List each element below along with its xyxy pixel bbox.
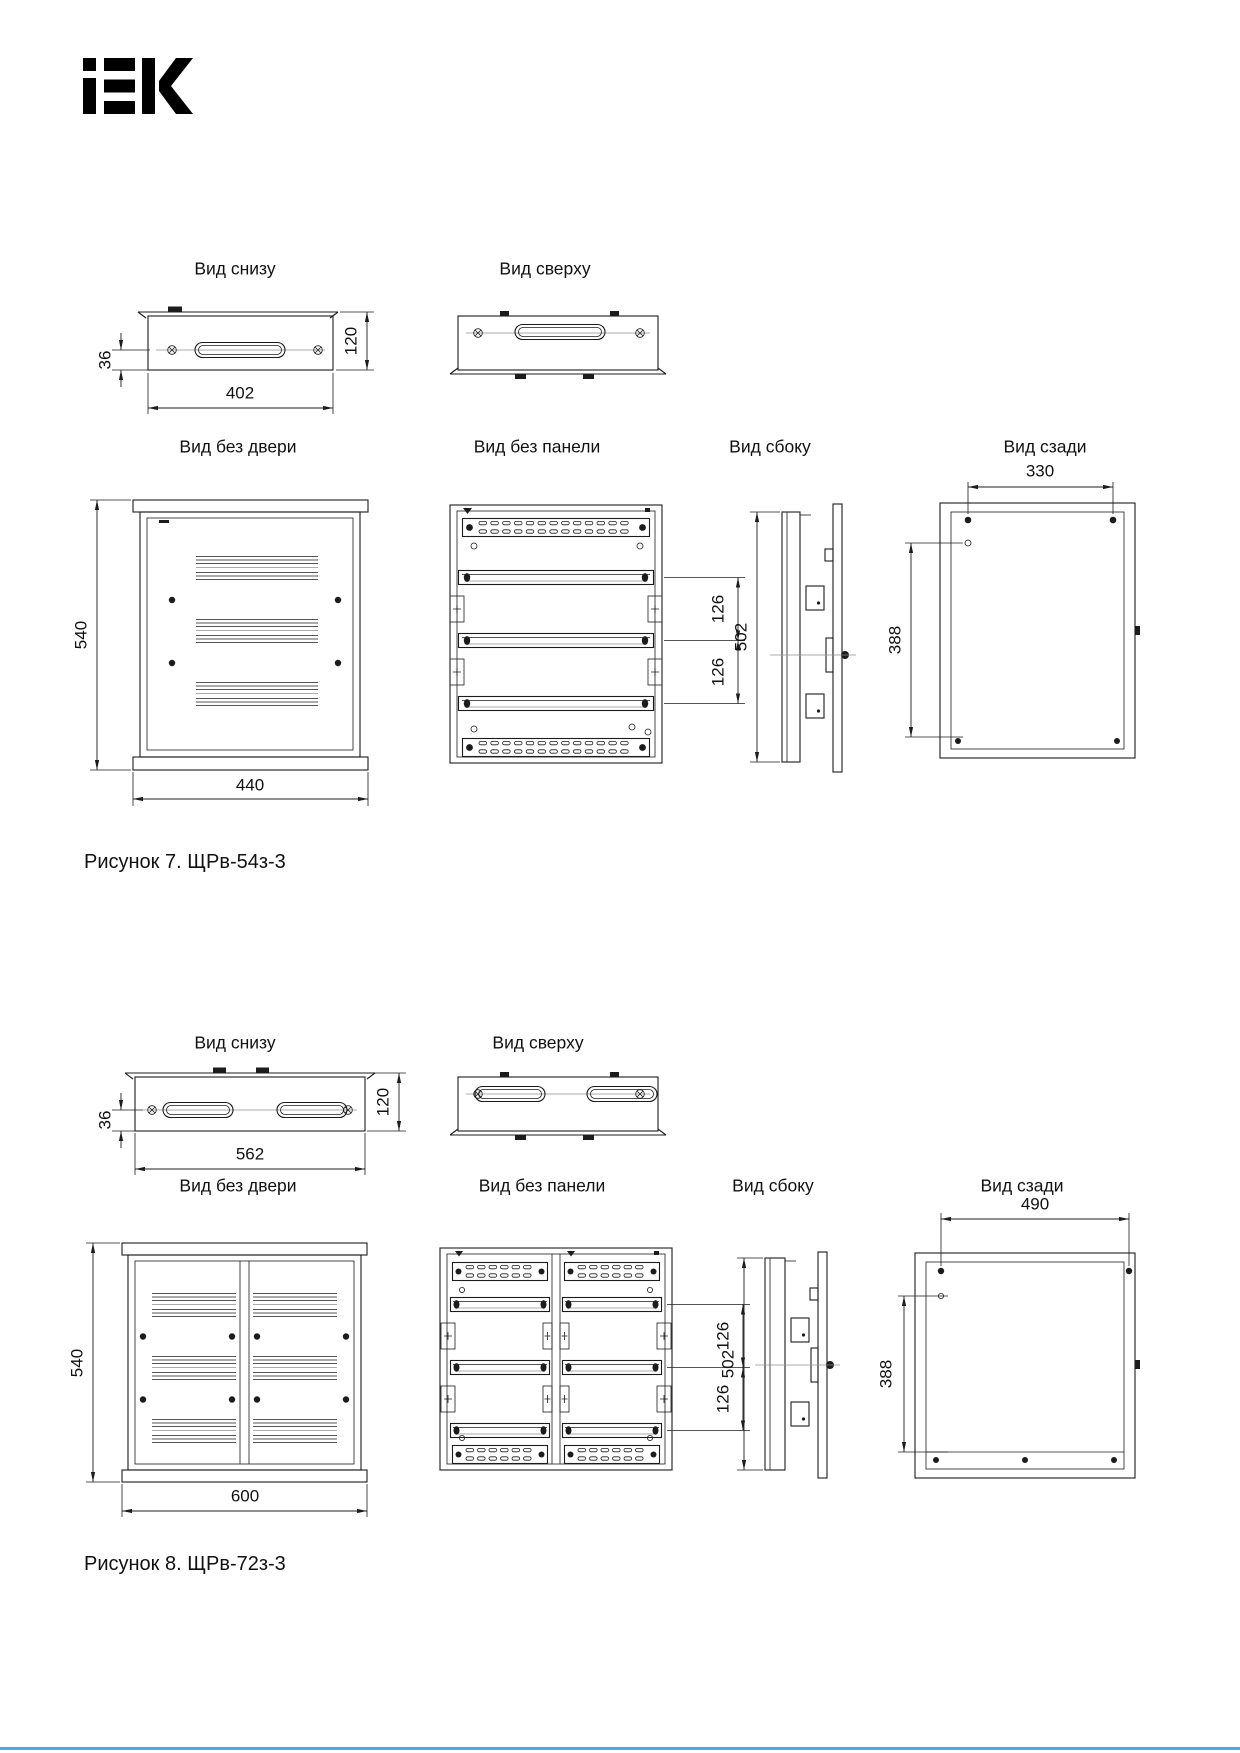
fig8-rear-view [898,1213,1140,1478]
din-rail [459,634,654,648]
perforated-strip [463,519,650,537]
rail-bracket [450,659,464,685]
din-rail [451,1424,550,1438]
rail-bracket [560,1386,569,1412]
rail-bracket [543,1386,552,1412]
screw-icon [636,329,645,338]
din-rail [459,697,654,711]
rail-bracket [648,596,662,622]
rail-bracket [648,659,662,685]
fig8-dim-490 [941,1213,1129,1266]
fig7-dim-126a-label: 126 [708,594,728,624]
fig7-top-view [450,311,666,379]
hinge [806,694,824,718]
fig8-bottom-view-title: Вид снизу [194,1032,276,1053]
logo-i-dot [83,58,96,71]
screw-icon [148,1106,157,1115]
fig7-rear-view-title: Вид сзади [1003,436,1087,457]
fig8-front-no-door-view [86,1243,367,1517]
perforated-strip [565,1263,660,1281]
perforated-strip [565,1446,660,1464]
din-rail-stripes [189,683,326,706]
din-rail-stripes [248,1294,342,1317]
hinge [806,586,824,610]
fig8-side-view [737,1252,840,1478]
fig8-dim-540 [86,1243,120,1482]
rail-bracket [441,1386,455,1412]
rail-bracket [560,1323,569,1349]
fig8-rear-view-title: Вид сзади [980,1175,1064,1196]
din-rail [451,1361,550,1375]
rail-bracket [657,1323,671,1349]
fig7-caption: Рисунок 7. ЩРв-54з-3 [84,851,286,873]
rail-bracket [441,1323,455,1349]
din-rail-stripes [189,620,326,643]
fig7-front-no-panel-view [450,505,745,763]
din-rail [563,1361,662,1375]
screw-icon [168,346,177,355]
din-rail-stripes [189,557,326,580]
fig8-dim-600-label: 600 [230,1486,260,1506]
screw-icon [474,1090,483,1099]
rail-bracket [657,1386,671,1412]
din-rail-stripes [147,1357,241,1380]
fig8-top-view-title: Вид сверху [492,1032,584,1053]
fig7-dim-502 [750,512,780,762]
fig8-dim-490-label: 490 [1020,1194,1050,1214]
fig7-dim-502-label: 502 [731,622,751,652]
fig8-dim-126-126 [667,1305,750,1431]
fig7-dim-540 [90,500,131,770]
fig8-dim-126b-label: 126 [713,1384,733,1414]
hinge [791,1402,809,1426]
hinge [791,1318,809,1342]
rail-bracket [543,1323,552,1349]
fig8-dim-388 [898,1296,948,1452]
screw-icon [344,1106,353,1115]
din-rail [563,1424,662,1438]
din-rail-stripes [248,1357,342,1380]
fig8-front-no-panel-view [440,1248,750,1470]
screw-icon [636,1090,645,1099]
fig7-dim-402-label: 402 [225,383,255,403]
fig7-no-panel-view-title: Вид без панели [473,436,601,457]
din-rail [451,1298,550,1312]
fig8-dim-388-label: 388 [876,1359,896,1389]
fig8-caption: Рисунок 8. ЩРв-72з-3 [84,1553,286,1575]
fig7-side-view-title: Вид сбоку [729,436,811,457]
screw-icon [474,329,483,338]
fig7-dim-330-label: 330 [1025,461,1055,481]
fig7-no-door-view-title: Вид без двери [179,436,297,457]
fig7-rear-view [905,482,1140,758]
fig7-dim-388-label: 388 [885,625,905,655]
fig8-dim-562-label: 562 [235,1144,265,1164]
fig8-dim-120-label: 120 [373,1087,393,1117]
fig8-dim-36-label: 36 [95,1110,115,1130]
screw-icon [314,346,323,355]
din-rail [563,1298,662,1312]
fig8-dim-36 [112,1093,143,1148]
fig8-dim-502 [737,1258,763,1470]
din-rail-stripes [147,1294,241,1317]
footer-rule [0,1747,1240,1750]
din-rail [459,571,654,585]
fig7-top-view-title: Вид сверху [499,258,591,279]
perforated-strip [453,1263,548,1281]
fig7-dim-540-label: 540 [71,620,91,650]
fig7-dim-36-label: 36 [95,350,115,370]
iek-logo [83,58,195,115]
perforated-strip [453,1446,548,1464]
fig8-no-door-view-title: Вид без двери [179,1175,297,1196]
perforated-strip [463,739,650,757]
fig7-dim-440-label: 440 [235,775,265,795]
fig8-no-panel-view-title: Вид без панели [478,1175,606,1196]
rail-bracket [450,596,464,622]
fig8-top-view [450,1072,666,1140]
fig7-dim-330 [968,482,1113,514]
fig8-side-view-title: Вид сбоку [732,1175,814,1196]
fig7-bottom-view-title: Вид снизу [194,258,276,279]
fig8-dim-502-label: 502 [718,1349,738,1379]
fig8-dim-540-label: 540 [67,1348,87,1378]
fig8-dim-126a-label: 126 [713,1321,733,1351]
fig7-side-view [750,504,856,772]
fig7-dim-126b-label: 126 [708,657,728,687]
fig7-dim-388 [905,543,963,737]
din-rail-stripes [147,1420,241,1443]
fig7-front-no-door-view [90,500,368,806]
din-rail-stripes [248,1420,342,1443]
fig7-dim-36 [112,333,150,387]
fig7-dim-120-label: 120 [341,326,361,356]
